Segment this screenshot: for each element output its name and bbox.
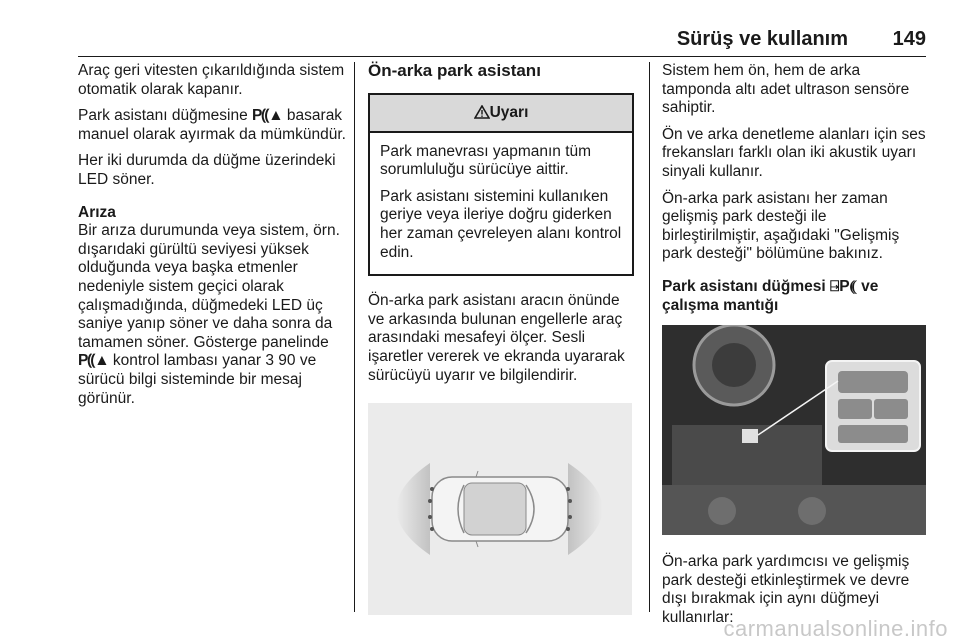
- text-run: ve çalışma mantığı: [662, 277, 879, 314]
- dashboard-illustration: [662, 325, 926, 535]
- paragraph: Her iki durumda da düğme üzerindeki LED söner.: [78, 152, 336, 188]
- text-run: Park asistanı düğmesine: [78, 107, 253, 125]
- chapter-title: Sürüş ve kullanım: [676, 28, 848, 50]
- text-run: Park asistanı düğmesi: [662, 277, 830, 295]
- park-assist-icon: P⸨▲: [78, 352, 109, 370]
- park-assist-button: [838, 371, 908, 393]
- page-reference-link[interactable]: 3 90: [265, 352, 296, 370]
- paragraph: Ön-arka park asistanı her zaman gelişmiş park desteği ile birleştirilmiştir, aşağıdaki "Gelişmiş park desteği" bölümüne bakınız.: [662, 189, 900, 263]
- paragraph: Ön-arka park asistanı aracın önünde ve arkasında bulunan engellerle araç arasındaki mesafeyi ölçer. Sesli işaretler vererek ve ekranda uyararak sürücüyü uyarır ve bilgilendirir.: [368, 292, 625, 384]
- subheading-fault: Arıza: [78, 203, 116, 221]
- paragraph: [78, 107, 348, 144]
- subheading-button: [662, 278, 928, 315]
- warning-header: [370, 95, 632, 133]
- park-assist-button-icon: ⍈P⸨: [830, 277, 857, 295]
- page-number: 149: [892, 28, 926, 50]
- text-run: basarak manuel olarak ayırmak da mümkündür.: [78, 107, 346, 143]
- rear-sensor-field: [397, 463, 431, 555]
- car-top-view: [432, 471, 568, 547]
- car-sensor-diagram: [368, 403, 632, 615]
- column-right: [662, 62, 928, 636]
- paragraph: Araç geri vitesten çıkarıldığında sistem otomatik olarak kapanır.: [78, 62, 345, 98]
- warning-box: [368, 93, 634, 277]
- column-middle: [368, 62, 634, 615]
- paragraph: Park asistanı sistemini kullanıken geriye veya ileriye doğru giderken her zaman çevreleyen alanı kontrol edin.: [380, 187, 622, 261]
- page-header: [78, 26, 926, 56]
- warning-triangle-icon: [474, 105, 490, 119]
- warning-title: Uyarı: [489, 103, 529, 121]
- watermark: carmanualsonline.info: [723, 616, 948, 641]
- text-run: ve sürücü bilgi sisteminde bir mesaj görünür.: [78, 352, 317, 407]
- column-divider: [649, 62, 650, 612]
- front-sensor-field: [568, 463, 603, 555]
- section-title: Ön-arka park asistanı: [368, 61, 541, 80]
- paragraph: Park manevrası yapmanın tüm sorumluluğu sürücüye aittir.: [380, 142, 592, 179]
- paragraph: [78, 222, 348, 408]
- park-assist-icon: P⸨▲: [252, 107, 283, 125]
- paragraph: Sistem hem ön, hem de arka tamponda altı adet ultrason sensöre sahiptir.: [662, 62, 910, 117]
- column-divider: [354, 62, 355, 612]
- paragraph: Ön ve arka denetleme alanları için ses frekansları farklı olan iki akustik uyarı sinyali kullanır.: [662, 125, 926, 180]
- button-location-marker: [742, 429, 758, 443]
- text-run: kontrol lambası yanar: [108, 352, 266, 370]
- text-run: Bir arıza durumunda veya sistem, örn. dışarıdaki gürültü seviyesi yüksek olduğunda veya başka etmenler nedeniyle sistem geçici olarak çalışmadığında, düğmedeki LED üç saniye yanıp söner ve daha sonra da tamamen söner. Gösterge panelinde: [78, 222, 340, 351]
- column-left: [78, 62, 348, 416]
- paragraph: Ön-arka park yardımcısı ve gelişmiş park desteği etkinleştirmek ve devre dışı bırakmak için aynı düğmeyi kullanırlar:: [662, 553, 910, 626]
- car-sensor-illustration: [368, 403, 632, 615]
- dashboard-button-photo: [662, 325, 926, 535]
- header-divider: [78, 56, 926, 57]
- warning-body: [370, 133, 632, 275]
